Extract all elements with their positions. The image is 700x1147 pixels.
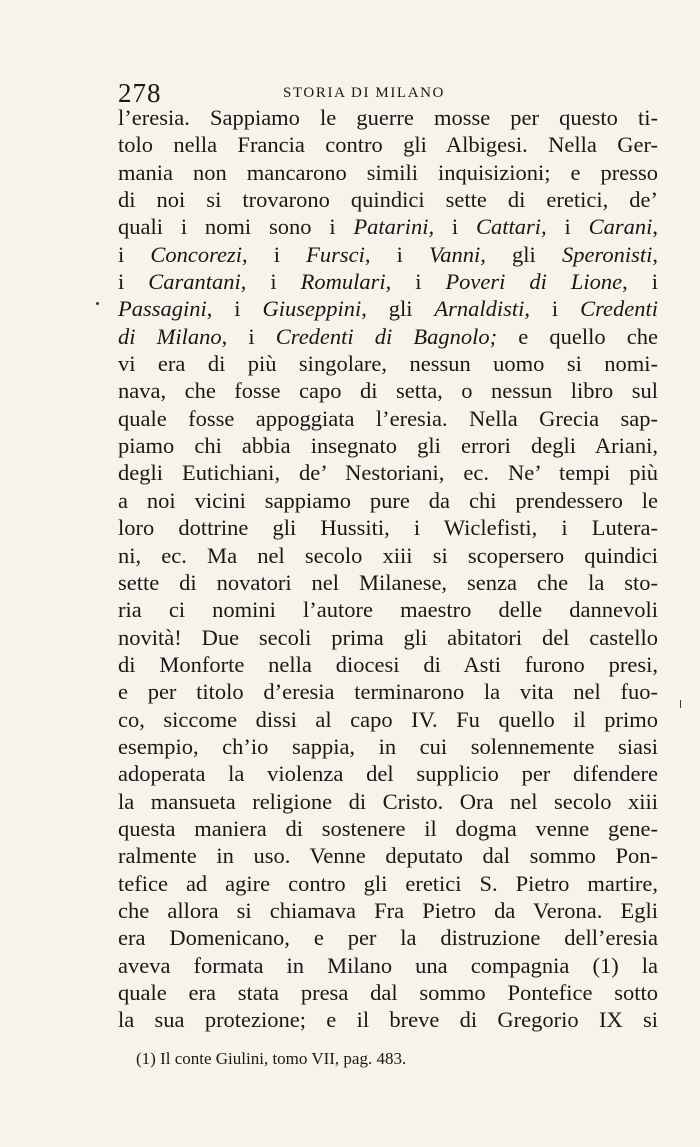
text-run: i bbox=[546, 214, 589, 240]
text-run: di Monforte nella diocesi di Asti furono presi, bbox=[118, 651, 658, 677]
margin-mark bbox=[96, 302, 99, 305]
text-line bbox=[118, 131, 658, 158]
italic-text: Credenti bbox=[580, 296, 658, 322]
text-run: ni, ec. Ma nel secolo xiii si scopersero quindici bbox=[118, 542, 658, 568]
text-run: degli Eutichiani, de’ Nestoriani, ec. Ne’ tempi più bbox=[118, 460, 658, 486]
text-line bbox=[118, 624, 658, 651]
italic-text: Arnaldisti bbox=[434, 296, 525, 322]
italic-text: Romulari bbox=[300, 269, 386, 295]
text-line bbox=[118, 350, 658, 377]
text-line bbox=[118, 870, 658, 897]
text-run: la mansueta religione di Cristo. Ora nel secolo xiii bbox=[118, 788, 658, 814]
italic-text: Carantani bbox=[148, 269, 241, 295]
text-run: , i bbox=[622, 269, 658, 295]
text-run: , i bbox=[221, 323, 276, 349]
text-run: di noi si trovarono quindici sette di eretici, de’ bbox=[118, 187, 658, 213]
text-line bbox=[118, 268, 658, 295]
text-line bbox=[118, 323, 658, 350]
text-line bbox=[118, 432, 658, 459]
text-run: e quello che bbox=[497, 323, 658, 349]
italic-text: Patarini, bbox=[353, 214, 435, 240]
text-line bbox=[118, 459, 658, 486]
italic-text: Passagini bbox=[118, 296, 207, 322]
text-run: quale fosse appoggiata l’eresia. Nella Grecia sap- bbox=[118, 405, 658, 431]
text-run: e per titolo d’eresia terminarono la vita nel fuo- bbox=[118, 679, 658, 705]
text-run: a noi vicini sappiamo pure da chi prendessero le bbox=[118, 487, 658, 513]
text-run: gli bbox=[485, 241, 562, 267]
text-line bbox=[118, 952, 658, 979]
text-run: , gli bbox=[361, 296, 435, 322]
text-line bbox=[118, 788, 658, 815]
text-line bbox=[118, 596, 658, 623]
text-run: i bbox=[434, 214, 477, 240]
italic-text: Fursci bbox=[306, 241, 365, 267]
text-run: , i bbox=[385, 269, 446, 295]
text-run: adoperata la violenza del supplicio per difendere bbox=[118, 761, 658, 787]
text-line bbox=[118, 186, 658, 213]
text-run: co, siccome dissi al capo IV. Fu quello il primo bbox=[118, 706, 658, 732]
text-run: , i bbox=[242, 241, 307, 267]
text-run: tefice ad agire contro gli eretici S. Pietro martire, bbox=[118, 870, 658, 896]
text-run: aveva formata in Milano una compagnia (1) la bbox=[118, 952, 658, 978]
italic-text: Giuseppini bbox=[262, 296, 362, 322]
text-line bbox=[118, 678, 658, 705]
text-run: i bbox=[118, 241, 151, 267]
text-run: quale era stata presa dal sommo Pontefice sotto bbox=[118, 980, 658, 1005]
text-line bbox=[118, 979, 658, 1006]
text-line bbox=[118, 514, 658, 541]
body-text bbox=[118, 104, 658, 1034]
text-line bbox=[118, 760, 658, 787]
text-line bbox=[118, 569, 658, 596]
text-line bbox=[118, 159, 658, 186]
text-run: questa maniera di sostenere il dogma venne gene- bbox=[118, 815, 658, 841]
text-run: , bbox=[652, 214, 658, 240]
text-line bbox=[118, 295, 658, 322]
text-run: era Domenicano, e per la distruzione dell’eresia bbox=[118, 925, 658, 951]
text-line bbox=[118, 487, 658, 514]
text-line bbox=[118, 377, 658, 404]
text-run: i bbox=[118, 269, 149, 295]
text-line bbox=[118, 924, 658, 951]
text-run: l’eresia. Sappiamo le guerre mosse per questo ti- bbox=[118, 105, 658, 130]
text-line bbox=[118, 706, 658, 733]
text-run: piamo chi abbia insegnato gli errori degli Ariani, bbox=[118, 433, 658, 459]
text-run: novità! Due secoli prima gli abitatori del castello bbox=[118, 624, 658, 650]
text-line bbox=[118, 733, 658, 760]
text-run: , i bbox=[524, 296, 581, 322]
page-number: 278 bbox=[118, 78, 162, 108]
text-run: nava, che fosse capo di setta, o nessun libro sul bbox=[118, 378, 658, 404]
text-line bbox=[118, 1006, 658, 1033]
footnote: (1) Il conte Giulini, tomo VII, pag. 483. bbox=[136, 1049, 407, 1068]
text-run: loro dottrine gli Hussiti, i Wiclefisti, i Lutera- bbox=[118, 515, 658, 541]
text-line bbox=[118, 815, 658, 842]
text-line bbox=[118, 104, 658, 131]
text-line bbox=[118, 897, 658, 924]
text-run: la sua protezione; e il breve di Gregorio IX si bbox=[118, 1007, 658, 1033]
text-run: tolo nella Francia contro gli Albigesi. Nella Ger- bbox=[118, 132, 658, 158]
text-line bbox=[118, 651, 658, 678]
italic-text: Carani bbox=[588, 214, 653, 240]
italic-text: Credenti di Bagnolo; bbox=[275, 323, 498, 349]
italic-text: di Milano bbox=[118, 323, 222, 349]
text-run: , i bbox=[206, 296, 263, 322]
text-run: , bbox=[652, 241, 658, 267]
text-run: ralmente in uso. Venne deputato dal sommo Pon- bbox=[118, 843, 658, 869]
text-run: che allora si chiamava Fra Pietro da Verona. Egli bbox=[118, 897, 658, 923]
text-run: quali i nomi sono i bbox=[118, 214, 354, 240]
italic-text: Vanni, bbox=[429, 241, 486, 267]
text-line bbox=[118, 405, 658, 432]
text-run: mania non mancarono simili inquisizioni; e presso bbox=[118, 159, 658, 185]
running-title: STORIA DI MILANO bbox=[283, 85, 445, 101]
text-line bbox=[118, 213, 658, 240]
text-line bbox=[118, 842, 658, 869]
text-run: sette di novatori nel Milanese, senza che la sto- bbox=[118, 569, 658, 595]
text-run: , i bbox=[240, 269, 301, 295]
text-line bbox=[118, 542, 658, 569]
text-run: , i bbox=[364, 241, 430, 267]
italic-text: Cattari, bbox=[476, 214, 547, 240]
italic-text: Speronisti bbox=[561, 241, 653, 267]
text-line bbox=[118, 241, 658, 268]
italic-text: Poveri di Lione bbox=[445, 269, 623, 295]
italic-text: Concorezi bbox=[150, 241, 243, 267]
text-run: ria ci nomini l’autore maestro delle dannevoli bbox=[118, 597, 658, 623]
text-run: vi era di più singolare, nessun uomo si nomi- bbox=[118, 351, 658, 377]
margin-mark bbox=[680, 700, 681, 708]
text-run: esempio, ch’io sappia, in cui solennemente siasi bbox=[118, 733, 658, 759]
